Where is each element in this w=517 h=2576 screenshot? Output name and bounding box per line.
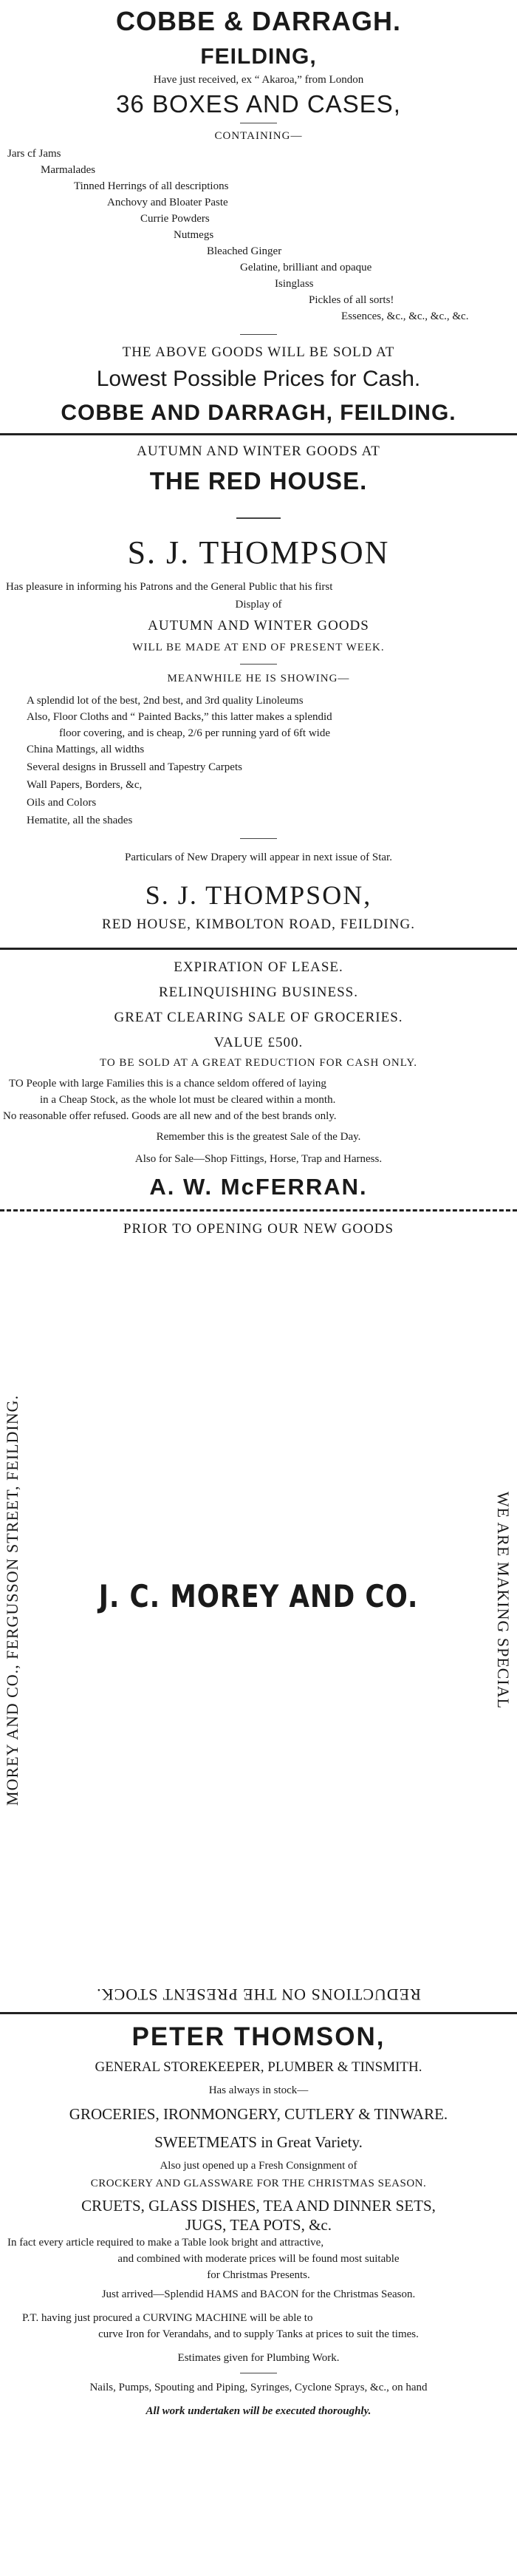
- fact-line: for Christmas Presents.: [207, 2269, 310, 2281]
- intro-line: Has pleasure in informing his Patrons and the General Public that his first: [6, 581, 333, 593]
- all-work-line: All work undertaken will be executed thoroughly.: [145, 2405, 372, 2417]
- mcferran-name: A. W. McFERRAN.: [149, 1174, 368, 1200]
- body-line: TO People with large Families this is a chance seldom offered of laying: [9, 1078, 326, 1090]
- clearing-sale-line: GREAT CLEARING SALE OF GROCERIES.: [114, 1010, 403, 1025]
- list-item: Several designs in Brussell and Tapestry Carpets: [27, 761, 242, 773]
- column-rule: [0, 2012, 517, 2014]
- divider: [240, 664, 277, 665]
- thompson-footer-name: S. J. THOMPSON,: [145, 880, 372, 910]
- intro-line: Display of: [235, 599, 282, 611]
- lease-line: EXPIRATION OF LEASE.: [174, 959, 343, 975]
- prices-line: Lowest Possible Prices for Cash.: [96, 367, 421, 391]
- list-item: Gelatine, brilliant and opaque: [240, 262, 372, 273]
- sold-at-line: THE ABOVE GOODS WILL BE SOLD AT: [122, 344, 395, 360]
- autumn-winter-line: AUTUMN AND WINTER GOODS AT: [137, 444, 380, 459]
- received-line: Have just received, ex “ Akaroa,” from London: [153, 74, 364, 86]
- list-item: Oils and Colors: [27, 797, 97, 809]
- estimates-line: Estimates given for Plumbing Work.: [177, 2352, 340, 2364]
- cruets-line: JUGS, TEA POTS, &c.: [185, 2216, 332, 2234]
- list-item: Marmalades: [41, 164, 96, 176]
- arrived-line: Just arrived—Splendid HAMS and BACON for the Christmas Season.: [101, 2288, 416, 2300]
- machine-line: curve Iron for Verandahs, and to supply Tanks at prices to suit the times.: [98, 2328, 419, 2340]
- cobbe-darragh-title: COBBE & DARRAGH.: [115, 6, 401, 36]
- column-rule: [0, 433, 517, 435]
- nails-line: Nails, Pumps, Spouting and Piping, Syringes, Cyclone Sprays, &c., on hand: [89, 2382, 428, 2393]
- sweetmeats-line: SWEETMEATS in Great Variety.: [154, 2133, 363, 2151]
- peter-thomson-title: PETER THOMSON,: [131, 2022, 386, 2051]
- body-line: in a Cheap Stock, as the whole lot must be cleared within a month.: [40, 1094, 336, 1106]
- meanwhile-line: MEANWHILE HE IS SHOWING—: [167, 673, 350, 684]
- cobbe-darragh-footer: COBBE AND DARRAGH, FEILDING.: [61, 401, 456, 425]
- list-item: Wall Papers, Borders, &c,: [27, 779, 143, 791]
- relinquishing-line: RELINQUISHING BUSINESS.: [158, 985, 358, 1000]
- containing-label: CONTAINING—: [214, 130, 303, 142]
- list-item: China Mattings, all widths: [27, 744, 145, 755]
- list-item: Anchovy and Bloater Paste: [107, 197, 228, 208]
- opened-line: Also just opened up a Fresh Consignment of: [160, 2160, 357, 2172]
- red-house-heading: THE RED HOUSE.: [149, 467, 368, 495]
- right-border-text: [489, 1216, 517, 1985]
- crockery-line: CROCKERY AND GLASSWARE FOR THE CHRISTMAS SEASON.: [90, 2178, 427, 2189]
- value-line: VALUE £500.: [213, 1035, 304, 1050]
- list-item: A splendid lot of the best, 2nd best, and 3rd quality Linoleums: [27, 695, 304, 707]
- list-item: Also, Floor Cloths and “ Painted Backs,” this latter makes a splendid: [27, 711, 332, 723]
- display-line: AUTUMN AND WINTER GOODS: [148, 618, 369, 633]
- body-line: No reasonable offer refused. Goods are all new and of the best brands only.: [3, 1110, 337, 1122]
- reduction-line: TO BE SOLD AT A GREAT REDUCTION FOR CASH ONLY.: [99, 1057, 418, 1069]
- list-item: Bleached Ginger: [207, 245, 282, 257]
- list-item: Isinglass: [275, 278, 314, 290]
- left-border-text: [0, 1216, 25, 1985]
- remember-line: Remember this is the greatest Sale of the Day.: [156, 1131, 361, 1143]
- list-item: floor covering, and is cheap, 2/6 per running yard of 6ft wide: [59, 727, 330, 739]
- prior-line: PRIOR TO OPENING OUR NEW GOODS: [123, 1221, 394, 1237]
- also-line: Also for Sale—Shop Fittings, Horse, Trap and Harness.: [134, 1153, 383, 1165]
- machine-line: P.T. having just procured a CURVING MACHINE will be able to: [22, 2312, 313, 2324]
- list-item: Tinned Herrings of all descriptions: [74, 180, 229, 192]
- fact-line: In fact every article required to make a Table look bright and attractive,: [7, 2237, 324, 2249]
- divider: [240, 838, 277, 839]
- divider: [240, 334, 277, 335]
- column-rule: [0, 948, 517, 950]
- groceries-line: GROCERIES, IRONMONGERY, CUTLERY & TINWARE.: [69, 2105, 448, 2123]
- fact-line: and combined with moderate prices will be found most suitable: [117, 2253, 400, 2265]
- cruets-line: CRUETS, GLASS DISHES, TEA AND DINNER SETS,: [81, 2197, 436, 2215]
- made-line: WILL BE MADE AT END OF PRESENT WEEK.: [132, 642, 385, 653]
- right-vertical-text: WE ARE MAKING SPECIAL: [494, 1491, 513, 1710]
- morey-center-title: J. C. MOREY AND CO.: [98, 1578, 419, 1614]
- bottom-upside-down-text: REDUCTIONS ON THE PRESENT STOCK.: [96, 1985, 421, 2004]
- trade-line: GENERAL STOREKEEPER, PLUMBER & TINSMITH.: [95, 2059, 422, 2075]
- list-item: Hematite, all the shades: [27, 815, 133, 826]
- list-item: Nutmegs: [174, 229, 214, 241]
- has-line: Has always in stock—: [208, 2084, 309, 2096]
- divider: [236, 517, 281, 519]
- list-item: Essences, &c., &c., &c., &c.: [341, 310, 469, 322]
- list-item: Pickles of all sorts!: [309, 294, 394, 306]
- particulars-line: Particulars of New Drapery will appear in next issue of Star.: [125, 852, 392, 863]
- feilding-heading: FEILDING,: [200, 44, 317, 69]
- column-rule: [0, 1209, 517, 1211]
- list-item: Currie Powders: [140, 213, 210, 225]
- thompson-title: S. J. THOMPSON: [127, 534, 390, 571]
- boxes-headline: 36 BOXES AND CASES,: [116, 90, 401, 118]
- list-item: Jars cf Jams: [7, 148, 61, 160]
- address-line: RED HOUSE, KIMBOLTON ROAD, FEILDING.: [102, 917, 415, 932]
- left-vertical-text: MOREY AND CO., FERGUSSON STREET, FEILDING.: [3, 1395, 21, 1806]
